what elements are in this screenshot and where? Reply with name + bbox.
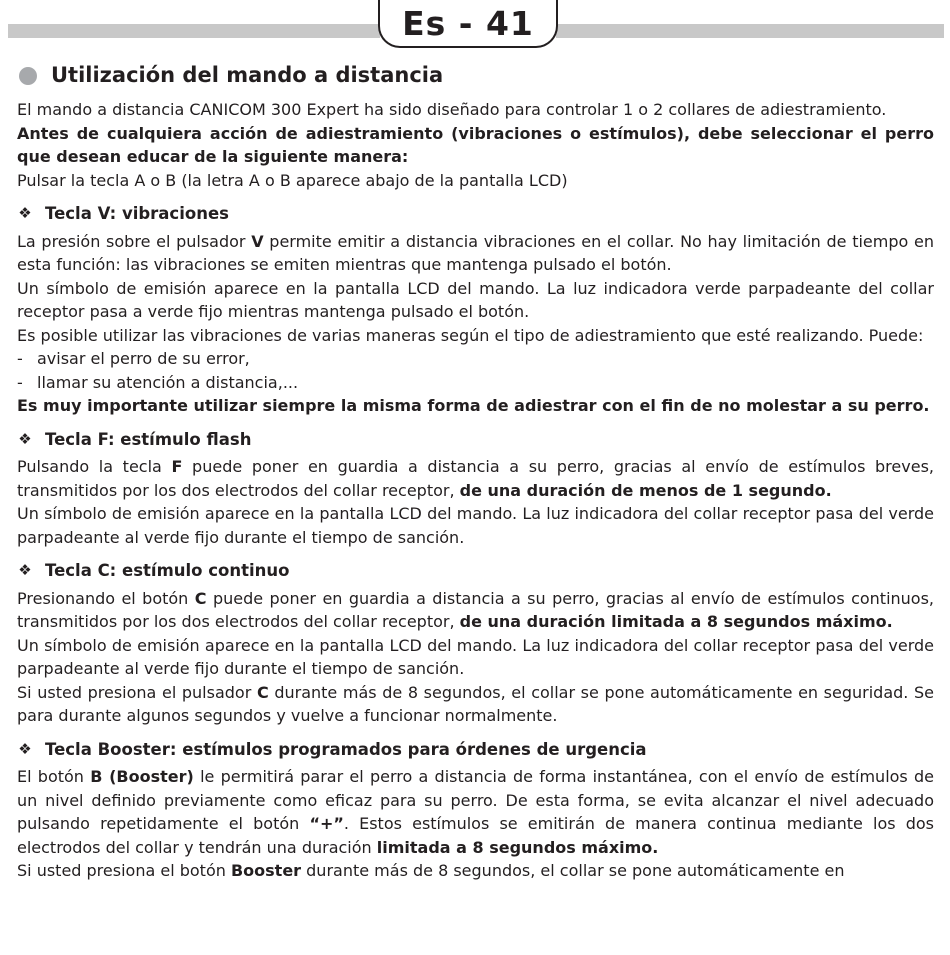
section-v-paragraph-1: La presión sobre el pulsador V permite emitir a distancia vibraciones en el collar. No hay limitación de tiempo en esta función: las vibraciones se emiten mientras que mantenga pulsado el botón. <box>17 231 934 274</box>
main-heading <box>17 60 934 92</box>
four-diamond-icon: ❖ <box>18 204 32 222</box>
main-heading-text: Utilización del mando a distancia <box>51 63 444 88</box>
header-bar-left <box>8 24 380 38</box>
intro-line-3: Pulsar la tecla A o B (la letra A o B aparece abajo de la pantalla LCD) <box>17 170 568 190</box>
page-number-tab: Es - 41 <box>378 0 558 48</box>
section-heading-f <box>17 428 934 452</box>
section-booster-paragraph-2: Si usted presiona el botón Booster durante más de 8 segundos, el collar se pone automáticamente en <box>17 861 845 880</box>
section-v-bold-note: Es muy importante utilizar siempre la misma forma de adiestrar con el fin de no molestar a su perro. <box>17 396 930 415</box>
intro-bold-text: Antes de cualquiera acción de adiestramiento (vibraciones o estímulos), debe seleccionar el perro que desean educar de la siguiente manera: <box>17 123 934 166</box>
four-diamond-icon: ❖ <box>18 429 32 448</box>
section-heading-booster-text: Tecla Booster: estímulos programados para órdenes de urgencia <box>45 739 647 759</box>
section-v-paragraph-2: Un símbolo de emisión aparece en la pantalla LCD del mando. La luz indicadora verde parpadeante del collar receptor pasa a verde fijo mientras mantenga pulsado el botón. <box>17 278 934 321</box>
intro-bold-paragraph <box>17 122 934 169</box>
section-v-paragraph-3: Es posible utilizar las vibraciones de varias maneras según el tipo de adiestramiento que esté realizando. Puede: <box>17 325 924 345</box>
grey-circle-icon <box>19 67 37 85</box>
section-heading-v <box>17 202 934 226</box>
section-heading-c <box>17 559 934 583</box>
intro-line-1: El mando a distancia CANICOM 300 Expert ha sido diseñado para controlar 1 o 2 collares de adiestramiento. <box>17 100 887 119</box>
section-heading-f-text: Tecla F: estímulo flash <box>45 429 252 449</box>
list-item: - avisar el perro de su error, <box>17 349 250 368</box>
section-heading-v-text: Tecla V: vibraciones <box>45 204 229 223</box>
section-heading-booster <box>17 738 934 762</box>
section-f-paragraph-2: Un símbolo de emisión aparece en la pantalla LCD del mando. La luz indicadora del collar receptor pasa del verde parpadeante al verde fijo durante el tiempo de sanción. <box>17 504 934 547</box>
section-booster-paragraph-1: El botón B (Booster) le permitirá parar el perro a distancia de forma instantánea, con el envío de estímulos de un nivel definido previamente como eficaz para su perro. De esta forma, se evita alcanzar el nivel adecuado pulsando repetidamente el botón “+”. Estos estímulos se emitirán de manera continua mediante los dos electrodos del collar y tendrán una duración limitada a 8 segundos máximo. <box>17 767 935 857</box>
page-content <box>17 60 934 883</box>
header-bar-right <box>556 24 944 38</box>
section-c-paragraph-3: Si usted presiona el pulsador C durante más de 8 segundos, el collar se pone automáticamente en seguridad. Se para durante algunos segundos y vuelve a funcionar normalmente. <box>17 682 935 725</box>
list-item: - llamar su atención a distancia,... <box>17 372 299 392</box>
section-f-paragraph-1: Pulsando la tecla F puede poner en guardia a distancia a su perro, gracias al envío de estímulos breves, transmitidos por los dos electrodos del collar receptor, de una duración de menos de 1 segundo. <box>17 457 934 500</box>
four-diamond-icon: ❖ <box>18 561 32 579</box>
section-c-paragraph-1: Presionando el botón C puede poner en guardia a distancia a su perro, gracias al envío de estímulos continuos, transmitidos por los dos electrodos del collar receptor, de una duración limitada a 8 segundos máximo. <box>17 588 935 631</box>
four-diamond-icon: ❖ <box>18 739 32 758</box>
section-heading-c-text: Tecla C: estímulo continuo <box>45 561 290 580</box>
section-c-paragraph-2: Un símbolo de emisión aparece en la pantalla LCD del mando. La luz indicadora del collar receptor pasa del verde parpadeante al verde fijo durante el tiempo de sanción. <box>17 635 934 678</box>
